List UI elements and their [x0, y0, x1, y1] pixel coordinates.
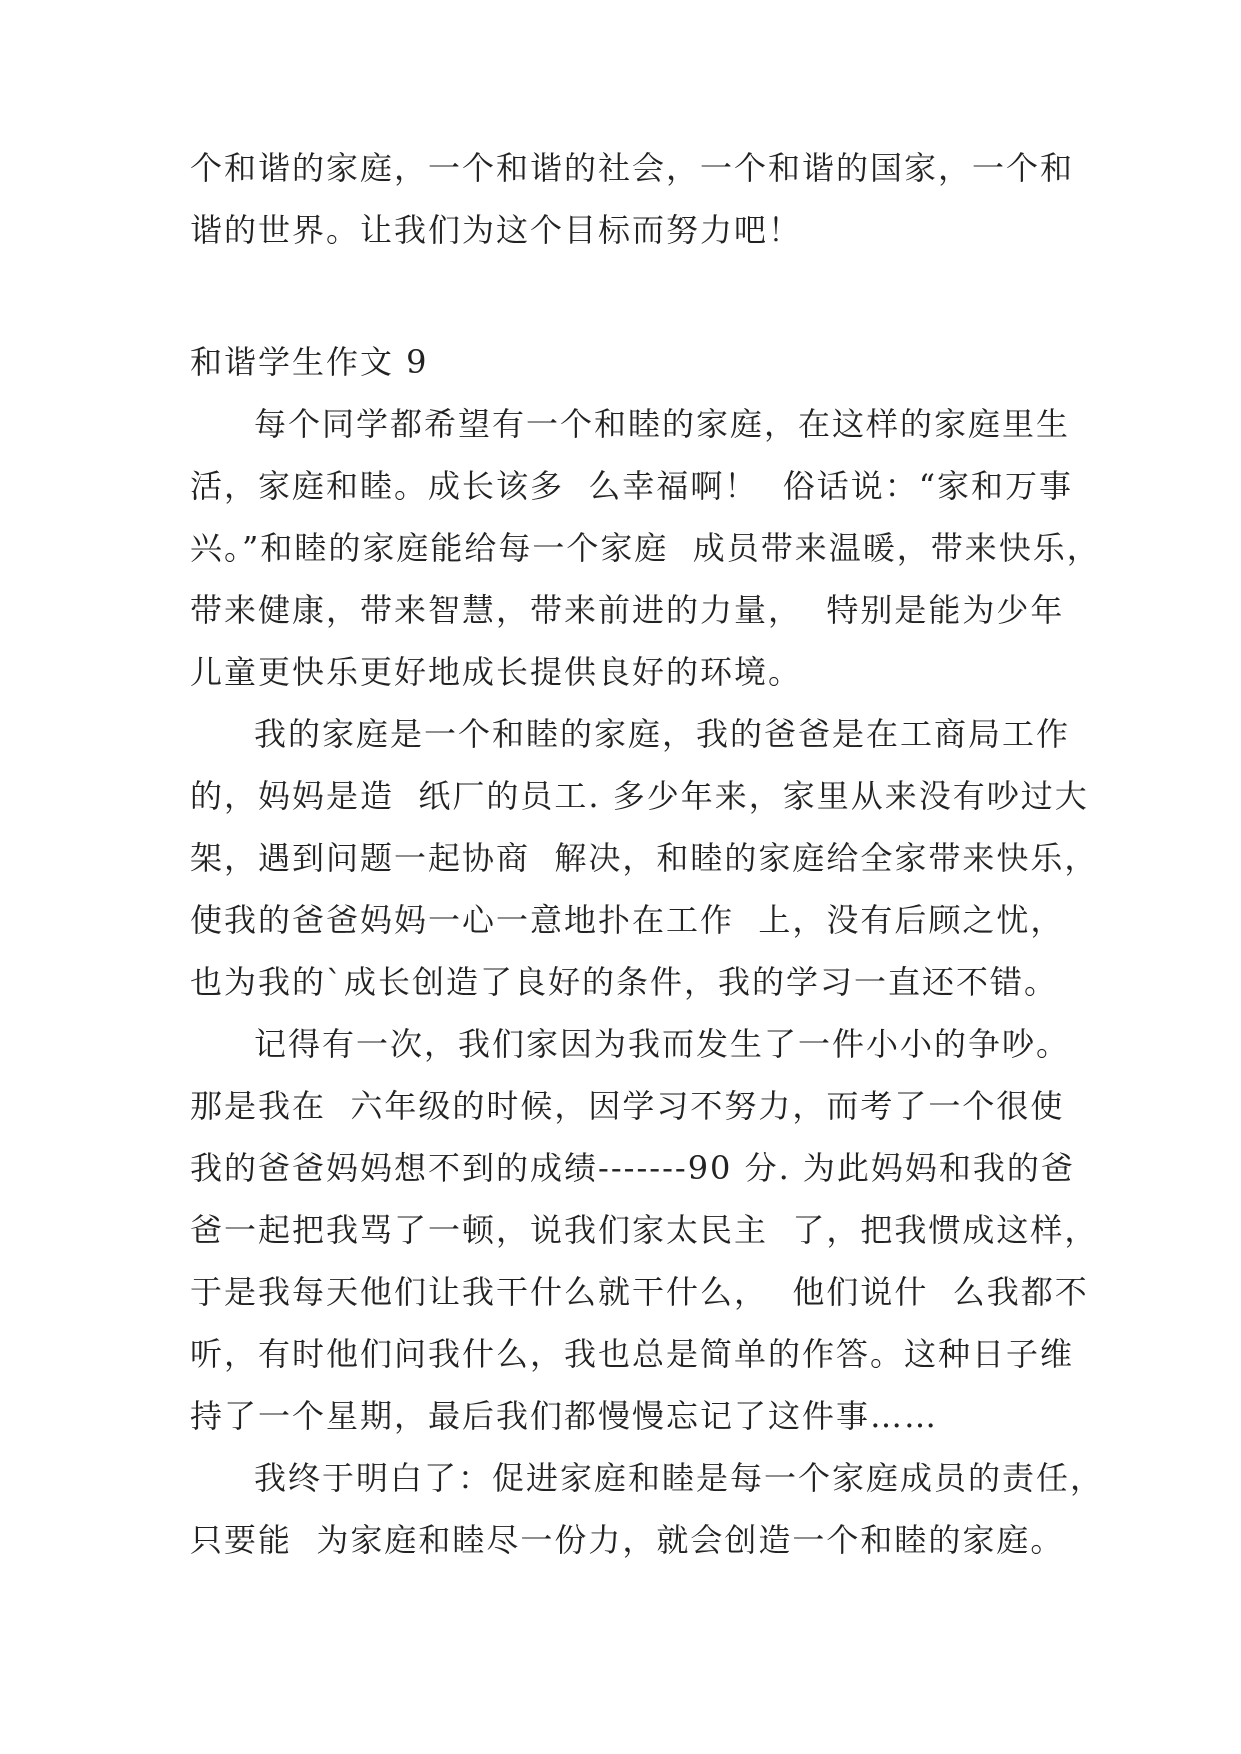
- paragraph-line: 个和谐的家庭，一个和谐的社会，一个和谐的国家，一个和: [190, 149, 1075, 187]
- paragraph-line: 带来健康，带来智慧，带来前进的力量， 特别是能为少年: [190, 591, 1065, 629]
- paragraph-line: 我终于明白了：促进家庭和睦是每一个家庭成员的责任，: [254, 1459, 1105, 1497]
- paragraph-line: 活，家庭和睦。成长该多 么幸福啊！ 俗话说：“家和万事: [190, 467, 1074, 505]
- paragraph-line: 使我的爸爸妈妈一心一意地扑在工作 上，没有后顾之忧，: [190, 901, 1065, 939]
- section-title: 和谐学生作文 9: [190, 343, 429, 381]
- paragraph-line: 谐的世界。让我们为这个目标而努力吧！: [190, 211, 803, 249]
- paragraph-line: 持了一个星期，最后我们都慢慢忘记了这件事……: [190, 1397, 939, 1435]
- paragraph-line: 我的家庭是一个和睦的家庭，我的爸爸是在工商局工作: [254, 715, 1071, 753]
- paragraph-line: 我的爸爸妈妈想不到的成绩-------90 分. 为此妈妈和我的爸: [190, 1149, 1075, 1187]
- paragraph-line: 于是我每天他们让我干什么就干什么， 他们说什 么我都不: [190, 1273, 1089, 1311]
- paragraph-line: 每个同学都希望有一个和睦的家庭，在这样的家庭里生: [254, 405, 1071, 443]
- paragraph-line: 听，有时他们问我什么，我也总是简单的作答。这种日子维: [190, 1335, 1075, 1373]
- paragraph-line: 也为我的`成长创造了良好的条件，我的学习一直还不错。: [190, 963, 1059, 1001]
- paragraph-line: 只要能 为家庭和睦尽一份力，就会创造一个和睦的家庭。: [190, 1521, 1065, 1559]
- paragraph-line: 架，遇到问题一起协商 解决，和睦的家庭给全家带来快乐，: [190, 839, 1099, 877]
- paragraph-line: 兴。”和睦的家庭能给每一个家庭 成员带来温暖，带来快乐，: [190, 529, 1101, 567]
- paragraph-line: 的，妈妈是造 纸厂的员工. 多少年来，家里从来没有吵过大: [190, 777, 1089, 815]
- paragraph-line: 记得有一次，我们家因为我而发生了一件小小的争吵。: [254, 1025, 1071, 1063]
- paragraph-line: 那是我在 六年级的时候，因学习不努力，而考了一个很使: [190, 1087, 1065, 1125]
- paragraph-line: 儿童更快乐更好地成长提供良好的环境。: [190, 653, 803, 691]
- paragraph-line: 爸一起把我骂了一顿，说我们家太民主 了，把我惯成这样，: [190, 1211, 1099, 1249]
